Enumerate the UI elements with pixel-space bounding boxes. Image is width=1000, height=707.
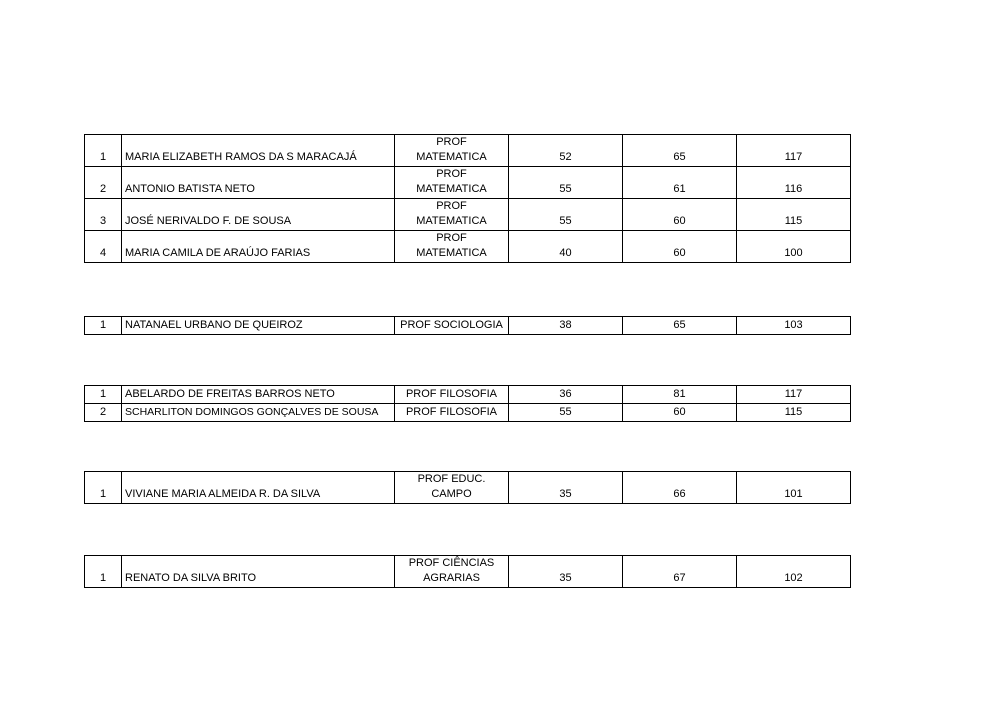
results-table-educ-campo bbox=[84, 471, 851, 504]
score-1: 40 bbox=[509, 231, 623, 263]
score-1: 55 bbox=[509, 404, 623, 422]
total-score: 117 bbox=[737, 135, 851, 167]
candidate-name: ABELARDO DE FREITAS BARROS NETO bbox=[122, 386, 395, 404]
position-line1: PROF CIÊNCIAS bbox=[408, 557, 495, 569]
row-index: 1 bbox=[85, 135, 122, 167]
position-cell: PROF SOCIOLOGIA bbox=[395, 317, 509, 335]
candidate-name: VIVIANE MARIA ALMEIDA R. DA SILVA bbox=[122, 472, 395, 504]
score-2: 66 bbox=[623, 472, 737, 504]
score-1: 52 bbox=[509, 135, 623, 167]
position-cell: PROF FILOSOFIA bbox=[395, 386, 509, 404]
position-cell bbox=[395, 199, 509, 231]
row-index: 3 bbox=[85, 199, 122, 231]
total-score: 100 bbox=[737, 231, 851, 263]
row-index: 1 bbox=[85, 556, 122, 588]
total-score: 116 bbox=[737, 167, 851, 199]
score-2: 60 bbox=[623, 404, 737, 422]
score-2: 60 bbox=[623, 231, 737, 263]
position-line2: MATEMATICA bbox=[416, 215, 487, 227]
score-1: 36 bbox=[509, 386, 623, 404]
candidate-name: SCHARLITON DOMINGOS GONÇALVES DE SOUSA bbox=[122, 404, 395, 422]
candidate-name: MARIA ELIZABETH RAMOS DA S MARACAJÁ bbox=[122, 135, 395, 167]
position-line1: PROF EDUC. bbox=[417, 473, 486, 485]
row-index: 2 bbox=[85, 167, 122, 199]
score-1: 38 bbox=[509, 317, 623, 335]
candidate-name: JOSÉ NERIVALDO F. DE SOUSA bbox=[122, 199, 395, 231]
candidate-name: MARIA CAMILA DE ARAÚJO FARIAS bbox=[122, 231, 395, 263]
table-row bbox=[85, 231, 851, 263]
candidate-name: NATANAEL URBANO DE QUEIROZ bbox=[122, 317, 395, 335]
table-row bbox=[85, 556, 851, 588]
position-line2: MATEMATICA bbox=[416, 151, 487, 163]
row-index: 1 bbox=[85, 386, 122, 404]
total-score: 101 bbox=[737, 472, 851, 504]
results-table-filosofia bbox=[84, 385, 851, 422]
table-row bbox=[85, 135, 851, 167]
row-index: 1 bbox=[85, 472, 122, 504]
position-cell: PROF FILOSOFIA bbox=[395, 404, 509, 422]
row-index: 4 bbox=[85, 231, 122, 263]
position-line1: PROF bbox=[436, 168, 467, 180]
position-line1: PROF bbox=[436, 200, 467, 212]
score-1: 35 bbox=[509, 556, 623, 588]
row-index: 1 bbox=[85, 317, 122, 335]
position-cell bbox=[395, 135, 509, 167]
position-line2: AGRARIAS bbox=[423, 572, 480, 584]
candidate-name: ANTONIO BATISTA NETO bbox=[122, 167, 395, 199]
score-2: 60 bbox=[623, 199, 737, 231]
score-2: 61 bbox=[623, 167, 737, 199]
table-row bbox=[85, 386, 851, 404]
total-score: 117 bbox=[737, 386, 851, 404]
table-row bbox=[85, 404, 851, 422]
total-score: 103 bbox=[737, 317, 851, 335]
score-2: 65 bbox=[623, 317, 737, 335]
candidate-name: RENATO DA SILVA BRITO bbox=[122, 556, 395, 588]
position-line2: CAMPO bbox=[431, 488, 472, 500]
total-score: 115 bbox=[737, 199, 851, 231]
table-row bbox=[85, 472, 851, 504]
results-table-sociologia bbox=[84, 316, 851, 335]
score-1: 55 bbox=[509, 167, 623, 199]
position-line2: MATEMATICA bbox=[416, 183, 487, 195]
position-cell bbox=[395, 231, 509, 263]
score-2: 67 bbox=[623, 556, 737, 588]
total-score: 102 bbox=[737, 556, 851, 588]
results-table-ciencias-agrarias bbox=[84, 555, 851, 588]
total-score: 115 bbox=[737, 404, 851, 422]
results-table-matematica bbox=[84, 134, 851, 263]
score-1: 35 bbox=[509, 472, 623, 504]
position-line1: PROF bbox=[436, 232, 467, 244]
position-cell bbox=[395, 556, 509, 588]
table-row bbox=[85, 199, 851, 231]
table-row bbox=[85, 167, 851, 199]
position-line1: PROF bbox=[436, 136, 467, 148]
row-index: 2 bbox=[85, 404, 122, 422]
position-line2: MATEMATICA bbox=[416, 247, 487, 259]
score-1: 55 bbox=[509, 199, 623, 231]
position-cell bbox=[395, 167, 509, 199]
table-row bbox=[85, 317, 851, 335]
score-2: 65 bbox=[623, 135, 737, 167]
position-cell bbox=[395, 472, 509, 504]
score-2: 81 bbox=[623, 386, 737, 404]
